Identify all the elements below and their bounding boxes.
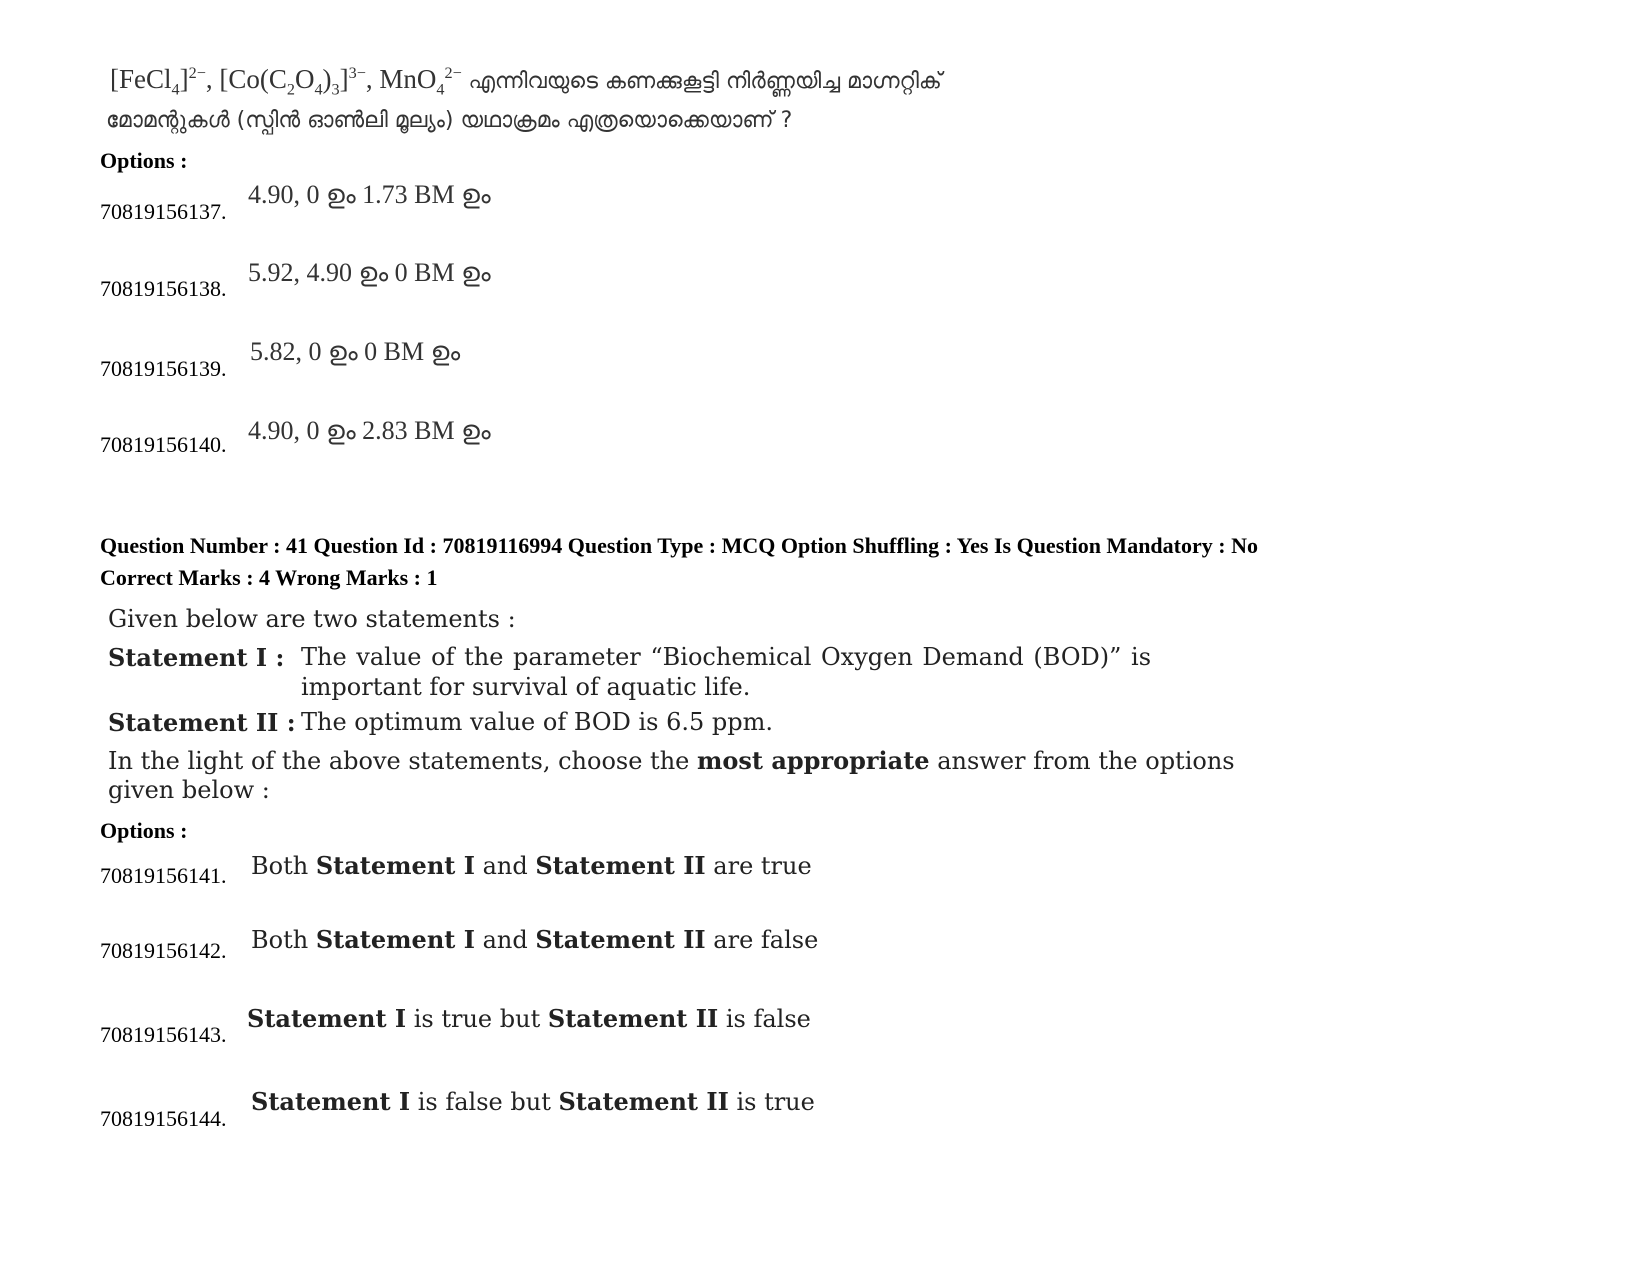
formula-fecl4: [FeCl$_4$]$^{2-}$	[110, 64, 206, 99]
option-text: 5.92, 4.90 ഉം 0 BM ഉം	[248, 258, 491, 287]
option-text: 4.90, 0 ഉം 1.73 BM ഉം	[248, 180, 491, 209]
statement-1-text: The value of the parameter “Biochemical Oxygen Demand (BOD)” is	[301, 643, 1152, 671]
option-text: Both Statement I and Statement II are false	[251, 925, 819, 954]
option-id: 70819156139.	[100, 356, 227, 381]
instruction-text-cont: given below :	[108, 776, 270, 804]
option-id: 70819156142.	[100, 938, 227, 963]
option-id: 70819156141.	[100, 863, 227, 888]
option-text: Statement I is false but Statement II is true	[251, 1087, 815, 1116]
option-id: 70819156137.	[100, 199, 227, 224]
statement-1-label: Statement I :	[108, 643, 285, 672]
option-id: 70819156140.	[100, 432, 227, 457]
formula-co-oxalate: $[Co(C_2O_4)_3]^{3-}$	[219, 64, 366, 99]
option-id: 70819156143.	[100, 1022, 227, 1047]
question-intro: Given below are two statements :	[108, 605, 516, 633]
option-text: 4.90, 0 ഉം 2.83 BM ഉം	[248, 416, 491, 445]
options-label: Options :	[100, 818, 188, 843]
formula-mno4: MnO$_4^{2-}$	[379, 64, 462, 99]
statement-1-text-cont: important for survival of aquatic life.	[301, 673, 751, 701]
option-text: Statement I is true but Statement II is false	[247, 1004, 811, 1033]
option-id: 70819156144.	[100, 1106, 227, 1131]
statement-2-label: Statement II :	[108, 708, 296, 737]
question-text-line-2: മോമന്റുകൾ (സ്പിൻ ഓൺലി മൂല്യം) യഥാക്രമം എത്രയൊക്കെയാണ് ?	[106, 108, 793, 133]
question-text-line-1: [FeCl$_4$]$^{2-}$, $[Co(C_2O_4)_3]^{3-}$, MnO$_4^{2-}$ എന്നിവയുടെ കണക്കുകൂട്ടി നിർണ്ണയിച്ച മാഗ്നറ്റിക്	[110, 64, 942, 99]
question-marks: Correct Marks : 4 Wrong Marks : 1	[100, 565, 438, 590]
option-text: Both Statement I and Statement II are true	[251, 851, 812, 880]
option-text: 5.82, 0 ഉം 0 BM ഉം	[250, 337, 461, 366]
question-text-malayalam-1: എന്നിവയുടെ കണക്കുകൂട്ടി നിർണ്ണയിച്ച മാഗ്നറ്റിക്	[468, 69, 942, 94]
option-id: 70819156138.	[100, 276, 227, 301]
instruction-text: In the light of the above statements, choose the most appropriate answer from the options	[108, 746, 1235, 775]
options-label: Options :	[100, 148, 188, 173]
statement-2-text: The optimum value of BOD is 6.5 ppm.	[301, 708, 773, 736]
question-header: Question Number : 41 Question Id : 70819116994 Question Type : MCQ Option Shuffling : Yes Is Question Mandatory : No	[100, 533, 1258, 558]
